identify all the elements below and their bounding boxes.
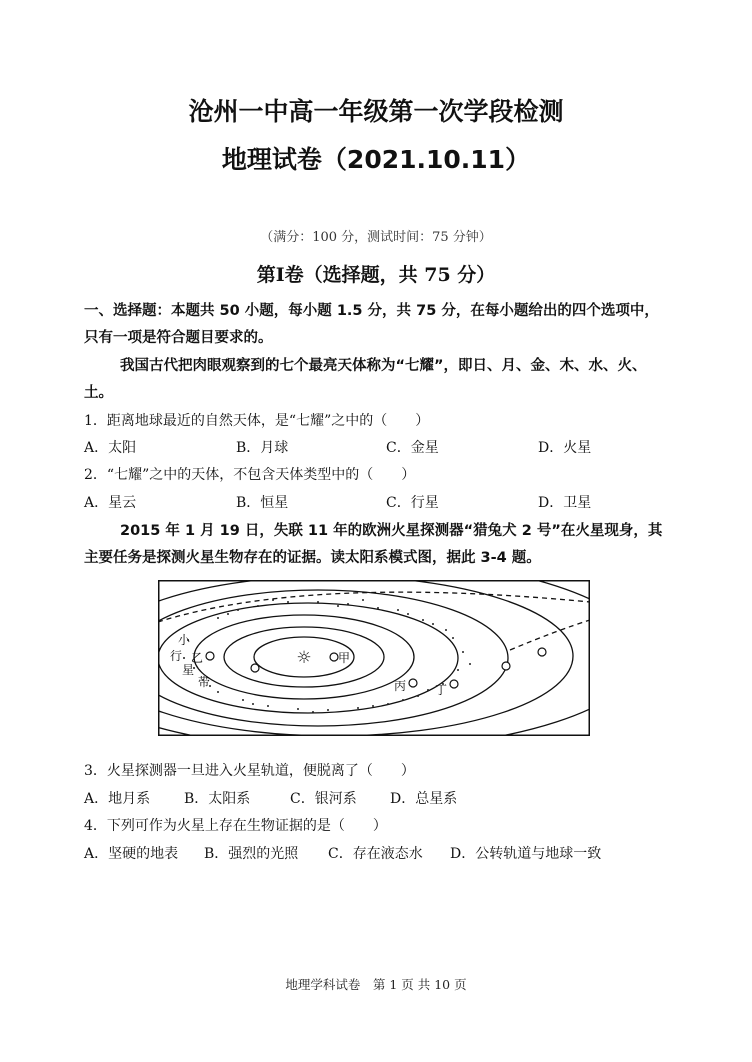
- label-yi: 乙: [190, 651, 203, 665]
- passage1-line2: 土。: [84, 385, 113, 401]
- question-1: 1．距离地球最近的自然天体，是“七耀”之中的（ ）: [84, 413, 430, 429]
- solar-system-diagram: [158, 580, 590, 736]
- question-4-option-c: C．存在液态水: [328, 846, 423, 862]
- question-2-option-b: B．恒星: [236, 495, 289, 511]
- sun-icon: ☼: [296, 648, 312, 668]
- volume-title: 第Ⅰ卷（选择题，共 75 分）: [256, 264, 496, 286]
- question-3-option-c: C．银河系: [290, 791, 357, 807]
- question-1-option-d: D．火星: [538, 440, 592, 456]
- question-4: 4．下列可作为火星上存在生物证据的是（ ）: [84, 818, 387, 834]
- label-jia: 甲: [338, 651, 351, 665]
- question-4-option-d: D．公转轨道与地球一致: [450, 846, 602, 862]
- passage2-line1: 2015 年 1 月 19 日，失联 11 年的欧洲火星探测器“猎兔犬 2 号”在火星现身，其: [120, 523, 663, 539]
- planet-outer-1: [502, 662, 510, 670]
- paper-subtitle: 地理试卷（2021.10.11）: [221, 145, 531, 174]
- question-1-option-b: B．月球: [236, 440, 289, 456]
- passage2-line2: 主要任务是探测火星生物存在的证据。读太阳系模式图，据此 3-4 题。: [84, 550, 541, 566]
- question-3-option-d: D．总星系: [390, 791, 458, 807]
- planet-yi: [206, 652, 214, 660]
- belt-label-1: 小: [178, 633, 191, 647]
- question-1-option-a: A．太阳: [84, 440, 137, 456]
- belt-label-3: 星: [182, 663, 195, 677]
- belt-label-2: 行: [170, 649, 183, 663]
- question-2-option-a: A．星云: [84, 495, 137, 511]
- question-1-option-c: C．金星: [386, 440, 439, 456]
- question-3-option-b: B．太阳系: [184, 791, 251, 807]
- page-title: 沧州一中高一年级第一次学段检测: [188, 97, 564, 126]
- question-4-option-b: B．强烈的光照: [204, 846, 299, 862]
- label-bing: 丙: [394, 679, 407, 693]
- question-3-option-a: A．地月系: [84, 791, 151, 807]
- question-3: 3．火星探测器一旦进入火星轨道，便脱离了（ ）: [84, 763, 415, 779]
- label-ding: 丁: [435, 683, 448, 697]
- passage1-line1: 我国古代把肉眼观察到的七个最亮天体称为“七耀”，即日、月、金、木、水、火、: [120, 358, 647, 374]
- planet-outer-2: [538, 648, 546, 656]
- belt-label-4: 带: [198, 675, 211, 689]
- section-instruction-line1: 一、选择题：本题共 50 小题，每小题 1.5 分，共 75 分，在每小题给出的四个选项中，: [84, 303, 659, 319]
- exam-info: （满分：100 分，测试时间：75 分钟）: [260, 230, 492, 245]
- planet-ding: [450, 680, 458, 688]
- question-4-option-a: A．坚硬的地表: [84, 846, 179, 862]
- planet-bing: [409, 679, 417, 687]
- question-2-option-d: D．卫星: [538, 495, 592, 511]
- planet-inner: [251, 664, 259, 672]
- question-2: 2．“七耀”之中的天体，不包含天体类型中的（ ）: [84, 467, 416, 483]
- question-2-option-c: C．行星: [386, 495, 439, 511]
- section-instruction-line2: 只有一项是符合题目要求的。: [84, 330, 273, 346]
- planet-jia: [330, 653, 338, 661]
- page-footer: 地理学科试卷 第 1 页 共 10 页: [285, 977, 467, 992]
- diagram-frame: [159, 581, 590, 736]
